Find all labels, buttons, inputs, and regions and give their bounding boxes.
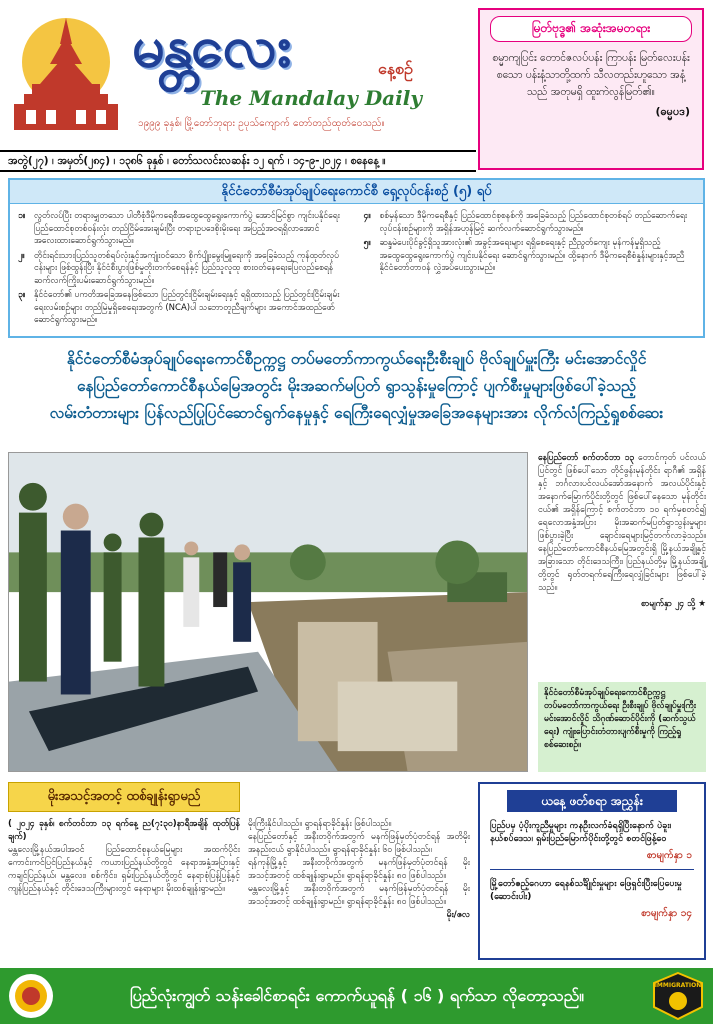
plan-item	[18, 289, 350, 327]
plan-item	[18, 250, 350, 288]
plan-column-right	[364, 210, 696, 329]
photo-caption: နိုင်ငံတော်စီမံအုပ်ချုပ်ရေးကောင်စီဥက္ကဋ္ဌ တပ်မတော်ကာကွယ်ရေး ဦးစီးချုပ် ဗိုလ်ချုပ်မှူးကြီး မင်းအောင်လှိုင် သိဂုဏ်ဆောင်ပိုင်းကို (ဆက်သွယ်ရေး) ကျုံးပြောင်းတံတားပျက်စီးမှုကို ကြည့်ရှုစစ်ဆေးစဉ်။	[538, 682, 706, 772]
dhamma-quote-box	[478, 8, 704, 170]
plan-item-number: ၄။	[363, 211, 371, 221]
dhamma-quote-heading: မြတ်ဗုဒ္ဓ၏ အဆုံးအမတရား	[490, 16, 692, 42]
dhamma-quote-source: (ဓမ္မပဒ)	[655, 105, 690, 118]
dhamma-quote-text: စမ္မာကျပြင်း တောင်ဇလပ်ပန်း ကြာပန်း မြတ်လေးပန်း စသော ပန်းနံ့သာတို့ထက် သီလတည်းဟူသော အနံ့သည် အတုမရှိ ထူးကဲလွန်မြတ်၏။	[492, 52, 690, 98]
lead-headline	[8, 346, 705, 427]
weather-column-right	[248, 818, 470, 922]
issue-dateline: အတွဲ(၂၇) ၊ အမှတ်(၂၈၄) ၊ ၁၃၈၆ ခုနှစ် ၊ တော်သလင်းလဆန်း ၁၂ ရက် ၊ ၁၄-၉-၂၀၂၄ ၊ စနေနေ့ ။	[0, 150, 476, 172]
inside-item-2-page: စာမျက်နှာ ၁၄	[641, 908, 692, 919]
weather-forecast-general: မန္တလေးမြို့နယ်အပါအဝင် ပြည်ထောင်စုနယ်မြေများ အထက်ပိုင်း ကောင်းကင်ပြင်ပြည်နယ်နှင့် ကယားပြည်နယ်တို့တွင် နေရာအနှံ့အပြားနှင့် ကချင်ပြည်နယ်၊ မန္တလေး၊ စစ်ကိုင်း၊ ရှမ်းပြည်နယ်တို့တွင် နေရာစုံပြန့်ပြန့်နှင့် ကျန်ပြည်နယ်နှင့် တိုင်းဒေသကြီးများတွင် နေရာများ မိုးထစ်ချုန်းရွာမည်။	[8, 845, 240, 894]
inside-today-heading: ယနေ့ ဖတ်စရာ အညွှန်း	[507, 790, 677, 812]
plan-item	[364, 210, 696, 235]
weather-heading: မိုးအသင့်အတင့် ထစ်ချုန်းရွာမည်	[8, 782, 240, 812]
weather-column-left	[8, 818, 240, 896]
plan-item	[364, 237, 696, 275]
weather-forecast-yangon: ရန်ကုန်မြို့နှင့် အနီးတဝိုက်အတွက် မနက်ဖြန်မှတ်ပုံတင်ရန် မိုးအသင့်အတင့် ထစ်ချုန်းရွာမည်။ ရွာရန်ရာခိုင်နှုန်း ၈၀ ဖြစ်ပါသည်။	[248, 858, 470, 881]
weather-timestamp: ( ၂၀၂၄ ခုနှစ်၊ စက်တင်ဘာ ၁၃ ရက်နေ့ ည(၇:၃၀)နာရီအချိန် ထုတ်ပြန်ချက်)	[8, 819, 240, 842]
lead-story-text	[538, 452, 706, 611]
plan-item-text: တိုင်းရင်းသားပြည်သူတစ်ရပ်လုံးနှင့်အကျုံးဝင်သော စိုက်ပျိုးမွေးမြူရေးကို အခြေခံသည့် ကုန်ထုတ်လုပ်ငန်းများ ဖြစ်ထွန်းပြီး နိုင်ငံစီးပွားဖြစ်မှုတိုးတက်စေရန်နှင့် ပြည်သူလူထု စားဝတ်နေရေးပြေလည်စေရန် ဆက်လက်ကြိုးပမ်းဆောင်ရွက်သွားမည်။	[34, 250, 339, 286]
immigration-badge-icon	[650, 971, 706, 1021]
immigration-badge-text: IMMIGRATION	[654, 982, 702, 989]
weather-forecast-naypyitaw: နေပြည်တော်နှင့် အနီးတဝိုက်အတွက် မနက်ဖြန်မှတ်ပုံတင်ရန် အတိမိုးအနည်းငယ် ရွာနိုင်ပါသည်။ ရွာရန်ရာခိုင်နှုန်း ၆၀ ဖြစ်ပါသည်။	[248, 832, 470, 855]
story-continued-link[interactable]: စာမျက်နှာ ၂၄ သို့ ★	[640, 599, 706, 609]
newspaper-title-en: The Mandalay Daily	[200, 86, 422, 110]
newspaper-title: မန္တလေး	[132, 12, 290, 80]
plan-item-text: လွတ်လပ်ပြီး တရားမျှတသော ပါတီစုံဒီမိုကရေစီအထွေထွေရွေးကောက်ပွဲ အောင်မြင်စွာ ကျင်းပနိုင်ရေး ပြည်ထောင်စုတစ်ဝန်းလုံး တည်ငြိမ်အေးချမ်းပြီး တရားဥပဒေစိုးမိုးရေး အပြည့်အဝရရှိလာအောင် အလေးထားဆောင်ရွက်သွားမည်။	[34, 211, 340, 246]
census-banner	[0, 968, 713, 1024]
five-point-plan-heading: နိုင်ငံတော်စီမံအုပ်ချုပ်ရေးကောင်စီ ရှေ့လုပ်ငန်းစဉ် (၅) ရပ်	[10, 180, 703, 204]
headline-line-1: နိုင်ငံတော်စီမံအုပ်ချုပ်ရေးကောင်စီဥက္ကဋ္ဌ တပ်မတော်ကာကွယ်ရေးဦးစီးချုပ် ဗိုလ်ချုပ်မှူးကြီး မင်းအောင်လှိုင်	[66, 350, 647, 368]
headline-line-3: လမ်းတံတားများ ပြန်လည်ပြုပြင်ဆောင်ရွက်နေမှုနှင့် ရေကြီးရေလျှံမှုအခြေအနေများအား လိုက်လံကြည့်ရှုစစ်ဆေး	[49, 404, 664, 422]
newspaper-tagline: ၁၉၉၉ ခုနှစ်၊ မြို့တော်ဘုရား ဥပုသ်ကျောက် တော်တည်ထုတ်ဝေသည်။	[138, 118, 385, 129]
census-logo-icon	[6, 972, 56, 1020]
inside-today-box	[478, 782, 706, 960]
plan-item-text: စစ်မှန်သော ဒီမိုကရေစီနှင့် ပြည်ထောင်စုစနစ်ကို အခြေခံသည့် ပြည်ထောင်စုတစ်ရပ် တည်ဆောက်ရေးလုပ်ငန်းစဉ်များကို အရှိန်အဟုန်မြင့် ဆက်လက်ဆောင်ရွက်သွားမည်။	[379, 211, 687, 234]
plan-item-number: ၃။	[18, 290, 26, 300]
plan-item-text: ဆန္ဒမဲပေးပိုင်ခွင့်ရှိသူအားလုံး၏ အခွင့်အရေးများ ရရှိစေရေးနှင့် ညီညွတ်ကျေး မုန်ကန်မှုရှိသည့် အထွေထွေရွေးကောက်ပွဲ ကျင်းပနိုင်ရေး ဆောင်ရွက်သွားမည်။ ထို့နောက် ဒီမိုကရေစီစံနှုန်းများနှင့်အညီ နိုင်ငံတော်တာဝန် လွှဲအပ်ပေးသွားမည်။	[379, 238, 685, 273]
story-dateline: နေပြည်တော် စက်တင်ဘာ ၁၃	[538, 453, 635, 463]
five-point-plan-box	[8, 178, 705, 338]
headline-line-2: နေပြည်တော်ကောင်စီနယ်မြေအတွင်း မိုးအဆက်မပြတ် ရွာသွန်းမှုကြောင့် ပျက်စီးမှုများဖြစ်ပေါ်ခဲ့သည့်	[76, 377, 637, 395]
inside-item-1[interactable]: ပြည်ပမှ ပံ့ပိုးကူညီမှုများ ကနဦးလက်ခံရရှိပြီးနောက် ပဲခူး၊ နယ်စပ်ဒေသ၊ ရှမ်းပြည်မြောက်ပိုင်းတို့တွင် စတင်ဖြန့်ဝေ	[490, 821, 672, 844]
plan-item-number: ၁။	[18, 211, 26, 221]
plan-item	[18, 210, 350, 248]
plan-item-number: ၅။	[363, 238, 371, 248]
flood-inspection-photo	[8, 452, 528, 772]
pagoda-logo	[10, 14, 122, 134]
plan-item-text: နိုင်ငံတော်၏ ပကတိအခြေအနေဖြစ်သော ပြည်တွင်းငြိမ်းချမ်းရေးနှင့် ရရှိထားသည့် ပြည်တွင်းငြိမ်းချမ်းရေးလမ်းစဉ်များ တည်မြဲမှုရှိစေရေးအတွက် (NCA)ပါ သဘောတူညီချက်များ အကောင်အထည်ဖော်ဆောင်ရွက်သွားမည်။	[34, 290, 340, 325]
plan-column-left	[18, 210, 350, 329]
inside-item-1-page: စာမျက်နှာ ၁	[646, 850, 692, 861]
inside-item-2[interactable]: မြို့တော်ဧည့်ဂေဟာ ရေနစ်သင်္ချိုင်းမှုများ ဖြေရှင်းပြီးပြေပေးမှု (ဆောင်းပါး)	[490, 879, 682, 902]
census-banner-text: ပြည်လုံးကျွတ် သန်းခေါင်စာရင်း ကောက်ယူရန် ( ၁၆ ) ရက်သာ လိုတော့သည်။	[129, 986, 585, 1005]
story-body: တောင်ကုတ် ပင်လယ်ပြင်တွင် ဖြစ်ပေါ်သော တိုင်ဖွန်းမုန်တိုင်း ရာဂီ၏ အရှိန်နှင့် ဘင်္ဂလားပင်လယ်အော်အနောက် အလယ်ပိုင်းနှင့် အနောက်မြောက်ပိုင်းတို့တွင် ဖြစ်ပေါ်နေသော မုန်တိုင်းငယ်၏ အရှိန်ကြောင့် စက်တင်ဘာ ၁၀ ရက်မှစတင်၍ ရေလောအနှံ့အပြား မိုးအဆက်မပြတ်ရွာသွန်းမှုများဖြစ်ပွားခဲ့ပြီး ချောင်းရေများမြင့်တက်လာခဲ့သည်။ နေပြည်တော်ကောင်စီနယ်မြေအတွင်းရှိ မြို့နယ်အချို့နှင့် အခြားသော တိုင်းဒေသကြီး၊ ပြည်နယ်တို့မှ မြို့နယ်အချို့တို့တွင် ရုတ်တရက်ရေကြီးရေလျှံခြင်းများ ဖြစ်ပေါ်ခဲ့သည်။	[538, 453, 706, 593]
weather-byline: မိုး/ဇလ	[446, 910, 470, 920]
newspaper-subtitle: နေ့စဉ်	[378, 59, 413, 78]
weather-forecast-note: မိုးကြီးနိုင်ပါသည်။ ရွာရန်ရာခိုင်နှုန်း ဖြစ်ပါသည်။	[248, 819, 392, 829]
weather-forecast-mandalay: မန္တလေးမြို့နှင့် အနီးတဝိုက်အတွက် မနက်ဖြန်မှတ်ပုံတင်ရန် မိုးအသင့်အတင့် ထစ်ချုန်းရွာမည်။ ရွာရန်ရာခိုင်နှုန်း ၈၀ ဖြစ်ပါသည်။	[248, 884, 470, 907]
plan-item-number: ၂။	[18, 250, 25, 261]
